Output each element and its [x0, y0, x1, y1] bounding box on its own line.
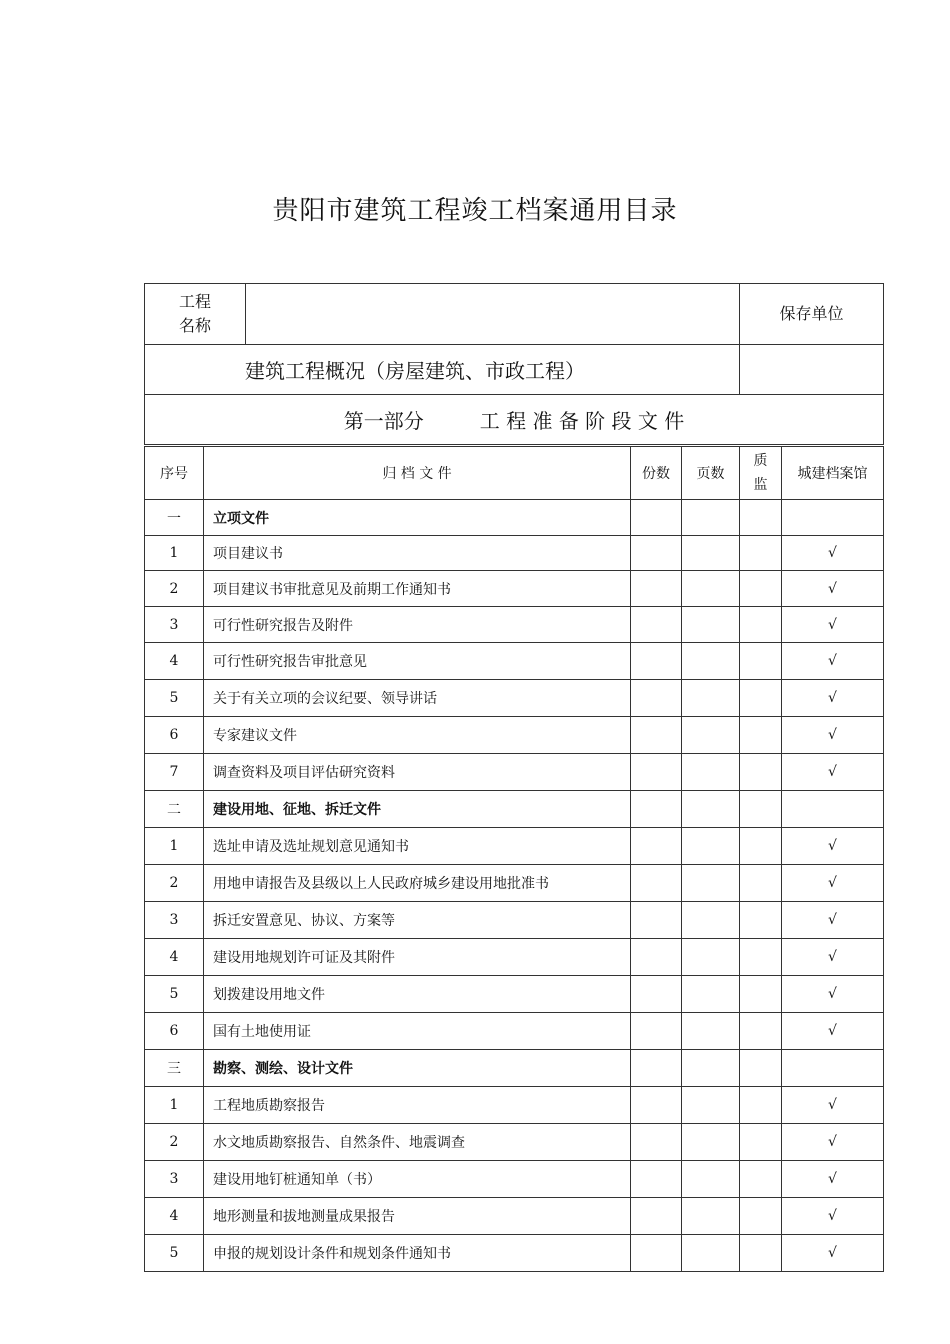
pages-cell[interactable]	[682, 607, 740, 643]
archive-check: √	[782, 1235, 884, 1272]
table-row	[145, 1198, 884, 1235]
copies-cell[interactable]	[631, 717, 682, 754]
document-name: 建设用地、征地、拆迁文件	[204, 791, 631, 828]
archive-check	[782, 791, 884, 828]
row-number: 一	[145, 500, 204, 536]
table-row	[145, 976, 884, 1013]
document-name: 项目建议书	[204, 536, 631, 571]
pages-cell[interactable]	[682, 939, 740, 976]
pages-cell[interactable]	[682, 976, 740, 1013]
copies-cell[interactable]	[631, 1124, 682, 1161]
document-name: 立项文件	[204, 500, 631, 536]
row-number: 3	[145, 902, 204, 939]
overview-row	[145, 345, 884, 395]
part-header-row	[145, 395, 884, 445]
table-row	[145, 680, 884, 717]
row-number: 1	[145, 1087, 204, 1124]
pages-cell[interactable]	[682, 828, 740, 865]
pages-cell[interactable]	[682, 902, 740, 939]
row-number: 5	[145, 1235, 204, 1272]
copies-cell[interactable]	[631, 865, 682, 902]
col-seq-header: 序号	[145, 447, 204, 500]
document-name: 项目建议书审批意见及前期工作通知书	[204, 571, 631, 607]
quality-supervision-cell[interactable]	[740, 717, 782, 754]
copies-cell[interactable]	[631, 536, 682, 571]
archive-check: √	[782, 828, 884, 865]
archive-check	[782, 1050, 884, 1087]
quality-supervision-cell[interactable]	[740, 1161, 782, 1198]
section-row	[145, 1050, 884, 1087]
section-row	[145, 791, 884, 828]
archive-check: √	[782, 717, 884, 754]
quality-supervision-cell[interactable]	[740, 1124, 782, 1161]
pages-cell[interactable]	[682, 1087, 740, 1124]
row-number: 2	[145, 571, 204, 607]
document-name: 地形测量和拔地测量成果报告	[204, 1198, 631, 1235]
archive-check: √	[782, 1013, 884, 1050]
archive-check: √	[782, 754, 884, 791]
pages-cell[interactable]	[682, 754, 740, 791]
row-number: 5	[145, 680, 204, 717]
project-name-field[interactable]	[246, 284, 740, 345]
quality-supervision-cell[interactable]	[740, 1235, 782, 1272]
copies-cell[interactable]	[631, 828, 682, 865]
document-name: 勘察、测绘、设计文件	[204, 1050, 631, 1087]
archive-check: √	[782, 1124, 884, 1161]
copies-cell[interactable]	[631, 643, 682, 680]
project-name-label: 工程 名称	[145, 284, 246, 345]
copies-cell[interactable]	[631, 1235, 682, 1272]
row-number: 3	[145, 1161, 204, 1198]
table-row	[145, 939, 884, 976]
pages-cell[interactable]	[682, 571, 740, 607]
document-name: 调查资料及项目评估研究资料	[204, 754, 631, 791]
quality-supervision-cell[interactable]	[740, 1087, 782, 1124]
archive-check: √	[782, 1161, 884, 1198]
copies-cell[interactable]	[631, 1050, 682, 1087]
document-name: 可行性研究报告及附件	[204, 607, 631, 643]
pages-cell[interactable]	[682, 1013, 740, 1050]
document-name: 可行性研究报告审批意见	[204, 643, 631, 680]
copies-cell[interactable]	[631, 680, 682, 717]
archive-items-table	[144, 446, 884, 1272]
archive-check: √	[782, 865, 884, 902]
quality-supervision-cell[interactable]	[740, 680, 782, 717]
pages-cell[interactable]	[682, 865, 740, 902]
archive-check: √	[782, 571, 884, 607]
quality-supervision-cell[interactable]	[740, 902, 782, 939]
page-title: 贵阳市建筑工程竣工档案通用目录	[272, 196, 678, 226]
pages-cell[interactable]	[682, 536, 740, 571]
quality-supervision-cell[interactable]	[740, 1013, 782, 1050]
quality-supervision-cell[interactable]	[740, 571, 782, 607]
row-number: 4	[145, 939, 204, 976]
copies-cell[interactable]	[631, 791, 682, 828]
copies-cell[interactable]	[631, 976, 682, 1013]
pages-cell[interactable]	[682, 680, 740, 717]
archive-check: √	[782, 902, 884, 939]
copies-cell[interactable]	[631, 500, 682, 536]
row-number: 4	[145, 1198, 204, 1235]
pages-cell[interactable]	[682, 1050, 740, 1087]
document-name: 选址申请及选址规划意见通知书	[204, 828, 631, 865]
row-number: 3	[145, 607, 204, 643]
document-name: 用地申请报告及县级以上人民政府城乡建设用地批准书	[204, 865, 631, 902]
pages-cell[interactable]	[682, 1235, 740, 1272]
part-name: 第一部分	[343, 409, 424, 433]
document-name: 拆迁安置意见、协议、方案等	[204, 902, 631, 939]
overview-title: 建筑工程概况（房屋建筑、市政工程）	[145, 345, 740, 395]
col-copies-header: 份数	[631, 447, 682, 500]
pages-cell[interactable]	[682, 1161, 740, 1198]
archive-catalog-table	[144, 283, 884, 445]
copies-cell[interactable]	[631, 1013, 682, 1050]
archive-check: √	[782, 976, 884, 1013]
row-number: 6	[145, 717, 204, 754]
overview-blank-cell[interactable]	[740, 345, 884, 395]
copies-cell[interactable]	[631, 607, 682, 643]
table-row	[145, 1124, 884, 1161]
col-quality-supervision-header: 质 监	[740, 447, 782, 500]
col-doc-header: 归 档 文 件	[204, 447, 631, 500]
copies-cell[interactable]	[631, 1087, 682, 1124]
table-row	[145, 1235, 884, 1272]
archive-check: √	[782, 1087, 884, 1124]
table-row	[145, 607, 884, 643]
copies-cell[interactable]	[631, 939, 682, 976]
row-number: 4	[145, 643, 204, 680]
quality-supervision-cell[interactable]	[740, 500, 782, 536]
row-number: 2	[145, 1124, 204, 1161]
pages-cell[interactable]	[682, 500, 740, 536]
table-row	[145, 902, 884, 939]
copies-cell[interactable]	[631, 1198, 682, 1235]
part-title	[145, 395, 884, 445]
table-row	[145, 828, 884, 865]
row-number: 1	[145, 536, 204, 571]
copies-cell[interactable]	[631, 754, 682, 791]
pages-cell[interactable]	[682, 643, 740, 680]
quality-supervision-cell[interactable]	[740, 865, 782, 902]
document-name: 水文地质勘察报告、自然条件、地震调查	[204, 1124, 631, 1161]
archive-check	[782, 500, 884, 536]
table-row	[145, 717, 884, 754]
project-name-row	[145, 284, 884, 345]
column-header-row	[145, 447, 884, 500]
quality-supervision-cell[interactable]	[740, 828, 782, 865]
quality-supervision-cell[interactable]	[740, 1050, 782, 1087]
table-row	[145, 1087, 884, 1124]
copies-cell[interactable]	[631, 571, 682, 607]
row-number: 2	[145, 865, 204, 902]
table-row	[145, 536, 884, 571]
document-name: 建设用地规划许可证及其附件	[204, 939, 631, 976]
part-subtitle: 工 程 准 备 阶 段 文 件	[479, 409, 685, 433]
pages-cell[interactable]	[682, 791, 740, 828]
archive-check: √	[782, 939, 884, 976]
quality-supervision-cell[interactable]	[740, 1198, 782, 1235]
pages-cell[interactable]	[682, 717, 740, 754]
archive-check: √	[782, 536, 884, 571]
row-number: 二	[145, 791, 204, 828]
archive-check: √	[782, 1198, 884, 1235]
document-name: 建设用地钉桩通知单（书）	[204, 1161, 631, 1198]
col-pages-header: 页数	[682, 447, 740, 500]
document-name: 工程地质勘察报告	[204, 1087, 631, 1124]
row-number: 6	[145, 1013, 204, 1050]
quality-supervision-cell[interactable]	[740, 791, 782, 828]
archive-check: √	[782, 680, 884, 717]
document-name: 专家建议文件	[204, 717, 631, 754]
copies-cell[interactable]	[631, 902, 682, 939]
col-archive-header: 城建档案馆	[782, 447, 884, 500]
row-number: 三	[145, 1050, 204, 1087]
archive-check: √	[782, 607, 884, 643]
row-number: 5	[145, 976, 204, 1013]
pages-cell[interactable]	[682, 1124, 740, 1161]
copies-cell[interactable]	[631, 1161, 682, 1198]
storage-unit-label: 保存单位	[740, 284, 884, 345]
quality-supervision-cell[interactable]	[740, 607, 782, 643]
row-number: 1	[145, 828, 204, 865]
table-row	[145, 754, 884, 791]
quality-supervision-cell[interactable]	[740, 754, 782, 791]
table-row	[145, 571, 884, 607]
pages-cell[interactable]	[682, 1198, 740, 1235]
document-name: 划拨建设用地文件	[204, 976, 631, 1013]
table-row	[145, 865, 884, 902]
document-name: 申报的规划设计条件和规划条件通知书	[204, 1235, 631, 1272]
document-name: 关于有关立项的会议纪要、领导讲话	[204, 680, 631, 717]
table-row	[145, 1013, 884, 1050]
quality-supervision-cell[interactable]	[740, 976, 782, 1013]
quality-supervision-cell[interactable]	[740, 939, 782, 976]
document-name: 国有土地使用证	[204, 1013, 631, 1050]
row-number: 7	[145, 754, 204, 791]
table-row	[145, 643, 884, 680]
quality-supervision-cell[interactable]	[740, 643, 782, 680]
section-row	[145, 500, 884, 536]
table-row	[145, 1161, 884, 1198]
archive-check: √	[782, 643, 884, 680]
quality-supervision-cell[interactable]	[740, 536, 782, 571]
